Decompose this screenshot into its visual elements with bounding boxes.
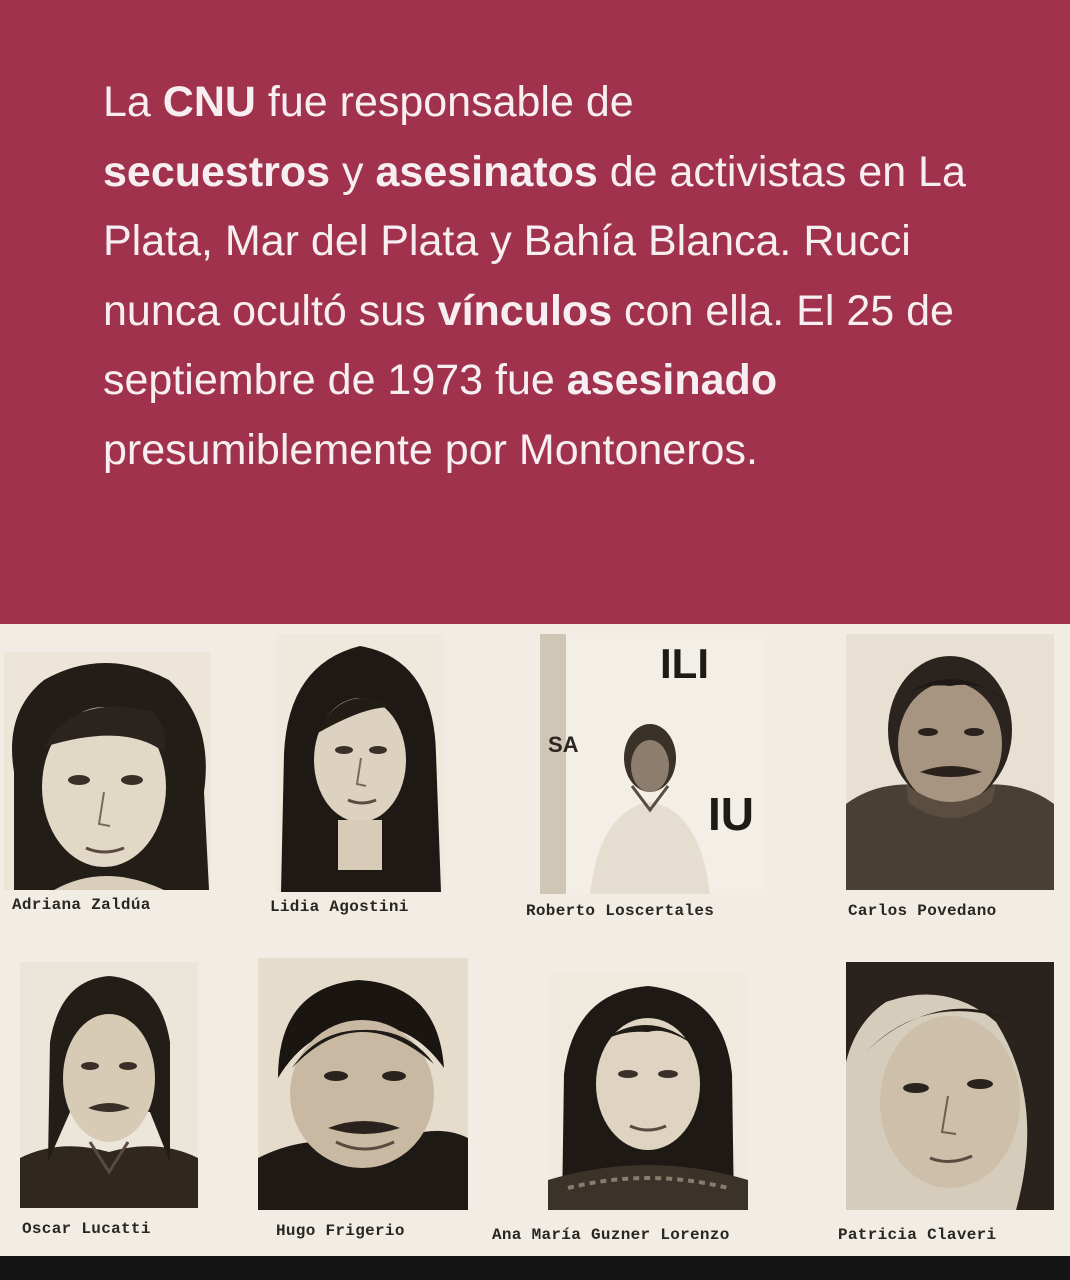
headline-emphasis-asesinado: asesinado bbox=[566, 356, 778, 404]
headline-segment: con ella. El 25 de septiembre de 1973 fue bbox=[103, 286, 954, 404]
caption-oscar-lucatti: Oscar Lucatti bbox=[22, 1220, 151, 1238]
caption-lidia-agostini: Lidia Agostini bbox=[270, 898, 409, 916]
bottom-bar bbox=[0, 1256, 1070, 1280]
caption-roberto-loscertales: Roberto Loscertales bbox=[526, 902, 715, 920]
headline-banner bbox=[0, 0, 1070, 624]
headline-segment: La bbox=[103, 78, 163, 126]
signage-right-letters: IU bbox=[708, 788, 754, 840]
portrait-lidia-agostini bbox=[276, 634, 444, 892]
portrait-oscar-lucatti bbox=[20, 962, 198, 1208]
signage-side-letters: SA bbox=[548, 732, 579, 757]
caption-ana-maria-guzner-lorenzo: Ana María Guzner Lorenzo bbox=[492, 1226, 730, 1244]
caption-carlos-povedano: Carlos Povedano bbox=[848, 902, 997, 920]
caption-adriana-zaldua: Adriana Zaldúa bbox=[12, 896, 151, 914]
portrait-adriana-zaldua bbox=[4, 652, 210, 890]
portrait-roberto-loscertales bbox=[540, 634, 762, 894]
headline-segment: de activistas en La Plata, Mar del Plata y Bahía Blanca. Rucci nunca ocultó sus bbox=[103, 147, 966, 335]
signage-top-letters: ILI bbox=[660, 640, 709, 687]
headline-emphasis-asesinatos: asesinatos bbox=[375, 147, 598, 196]
headline-emphasis-secuestros: secuestros bbox=[103, 147, 331, 196]
caption-hugo-frigerio: Hugo Frigerio bbox=[276, 1222, 405, 1240]
portrait-hugo-frigerio bbox=[258, 958, 468, 1210]
headline-text bbox=[103, 68, 1003, 485]
headline-emphasis-cnu: CNU bbox=[162, 78, 256, 126]
headline-segment: presumiblemente por Montoneros. bbox=[103, 425, 758, 474]
portrait-patricia-claveri bbox=[846, 962, 1054, 1210]
headline-emphasis-vinculos: vínculos bbox=[437, 286, 613, 335]
caption-patricia-claveri: Patricia Claveri bbox=[838, 1226, 997, 1244]
portrait-ana-maria-guzner-lorenzo bbox=[548, 974, 748, 1210]
headline-segment: fue responsable de bbox=[255, 78, 634, 126]
victims-photo-sheet bbox=[0, 624, 1070, 1256]
portrait-carlos-povedano bbox=[846, 634, 1054, 890]
headline-segment: y bbox=[330, 147, 376, 196]
